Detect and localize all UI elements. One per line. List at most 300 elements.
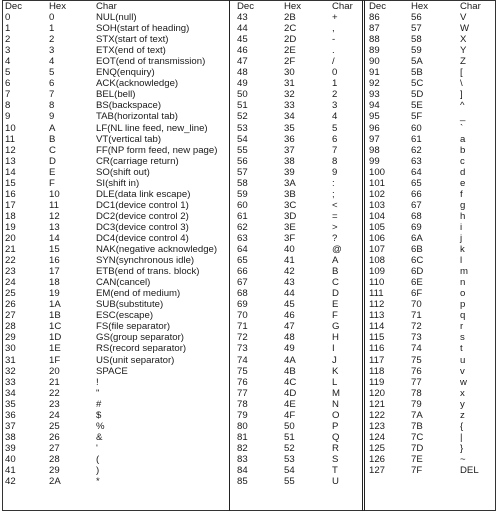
dec-cell: 126 (369, 453, 386, 465)
dec-cell: 94 (369, 100, 380, 112)
dec-cell: 88 (369, 34, 380, 46)
char-cell: c (460, 155, 465, 167)
dec-cell: 26 (5, 299, 16, 311)
dec-cell: 59 (237, 188, 248, 200)
dec-cell: 2 (5, 34, 11, 46)
hex-cell: 27 (49, 442, 60, 454)
hex-cell: 3D (284, 210, 297, 222)
dec-cell: 3 (5, 45, 11, 57)
dec-cell: 104 (369, 210, 386, 222)
char-cell: J (332, 354, 337, 366)
char-cell: i (460, 221, 463, 233)
dec-cell: 80 (237, 420, 248, 432)
char-cell: x (460, 387, 465, 399)
char-cell: US(unit separator) (96, 354, 175, 366)
char-cell: 6 (332, 133, 338, 145)
dec-cell: 66 (237, 266, 248, 278)
hex-cell: 68 (411, 210, 422, 222)
char-cell: ACK(acknowledge) (96, 78, 179, 90)
hex-cell: 4E (284, 398, 296, 410)
hex-cell: 9 (49, 111, 55, 123)
hex-cell: 2C (284, 23, 297, 35)
dec-cell: 54 (237, 133, 248, 145)
char-cell: ` (460, 122, 464, 134)
hex-cell: 6 (49, 78, 55, 90)
char-cell: u (460, 354, 466, 366)
char-cell: W (460, 23, 470, 35)
char-cell: w (460, 376, 467, 388)
hex-cell: 6B (411, 244, 423, 256)
hex-cell: 60 (411, 122, 422, 134)
char-cell: 5 (332, 122, 338, 134)
hex-cell: 50 (284, 420, 295, 432)
char-cell: z (460, 409, 465, 421)
char-cell: DC2(device control 2) (96, 210, 189, 222)
char-cell: r (460, 321, 464, 333)
dec-cell: 113 (369, 310, 385, 322)
hex-cell: 42 (284, 266, 295, 278)
char-cell: A (332, 255, 339, 267)
dec-cell: 112 (369, 299, 385, 311)
dec-cell: 87 (369, 23, 380, 35)
hex-cell: 4C (284, 376, 297, 388)
char-cell: NAK(negative acknowledge) (96, 244, 218, 256)
dec-cell: 78 (237, 398, 248, 410)
dec-cell: 72 (237, 332, 248, 344)
dec-cell: 39 (5, 442, 16, 454)
dec-cell: 77 (237, 387, 248, 399)
hex-cell: 74 (411, 343, 422, 355)
dec-cell: 57 (237, 166, 248, 178)
char-cell: DC4(device control 4) (96, 232, 189, 244)
char-cell: I (332, 343, 335, 355)
char-cell: 8 (332, 155, 338, 167)
hex-cell: 1 (49, 23, 55, 35)
dec-cell: 25 (5, 288, 16, 300)
dec-cell: 1 (5, 23, 11, 35)
char-cell: P (332, 420, 339, 432)
hex-cell: 38 (284, 155, 295, 167)
char-cell: ; (332, 188, 335, 200)
dec-cell: 29 (5, 332, 16, 344)
char-cell: M (332, 387, 340, 399)
hex-cell: 73 (411, 332, 422, 344)
hex-cell: 2D (284, 34, 297, 46)
dec-cell: 96 (369, 122, 380, 134)
hex-header: Hex (411, 1, 429, 12)
char-cell: a (460, 133, 466, 145)
dec-cell: 8 (5, 100, 11, 112)
dec-cell: 110 (369, 277, 385, 289)
dec-cell: 79 (237, 409, 248, 421)
hex-cell: 75 (411, 354, 422, 366)
hex-cell: 52 (284, 442, 295, 454)
char-cell: TAB(horizontal tab) (96, 111, 178, 123)
hex-cell: 6C (411, 255, 424, 267)
char-cell: EOT(end of transmission) (96, 56, 206, 68)
char-cell: B (332, 266, 339, 278)
dec-cell: 49 (237, 78, 248, 90)
dec-cell: 82 (237, 442, 248, 454)
hex-cell: 16 (49, 255, 60, 267)
hex-cell: 2 (49, 34, 55, 46)
dec-cell: 65 (237, 255, 248, 267)
char-cell: EM(end of medium) (96, 288, 181, 300)
char-cell: CAN(cancel) (96, 277, 151, 289)
char-cell: e (460, 177, 466, 189)
dec-cell: 32 (5, 365, 16, 377)
hex-cell: 12 (49, 210, 60, 222)
dec-cell: 95 (369, 111, 380, 123)
char-cell: G (332, 321, 340, 333)
hex-cell: 45 (284, 299, 295, 311)
hex-cell: F (49, 177, 55, 189)
char-cell: \ (460, 78, 463, 90)
hex-cell: 4F (284, 409, 296, 421)
hex-cell: 2A (49, 476, 61, 488)
char-cell: ? (332, 232, 338, 244)
dec-cell: 69 (237, 299, 248, 311)
char-cell: C (332, 277, 339, 289)
hex-cell: 77 (411, 376, 422, 388)
hex-cell: 55 (284, 476, 295, 488)
char-cell: ^ (460, 100, 465, 112)
dec-cell: 64 (237, 244, 248, 256)
char-cell: FF(NP form feed, new page) (96, 144, 218, 156)
hex-cell: 21 (49, 376, 60, 388)
dec-cell: 122 (369, 409, 386, 421)
hex-cell: 78 (411, 387, 422, 399)
char-cell: { (460, 420, 464, 432)
hex-cell: 34 (284, 111, 295, 123)
char-cell: k (460, 244, 465, 256)
hex-cell: 1C (49, 321, 62, 333)
dec-cell: 89 (369, 45, 380, 57)
char-cell: . (332, 45, 335, 57)
dec-cell: 120 (369, 387, 386, 399)
char-cell: , (332, 23, 335, 35)
char-cell: STX(start of text) (96, 34, 169, 46)
hex-cell: 25 (49, 420, 60, 432)
hex-cell: 17 (49, 266, 60, 278)
hex-cell: 5C (411, 78, 424, 90)
hex-cell: 14 (49, 232, 60, 244)
char-header: Char (332, 1, 353, 12)
dec-cell: 81 (237, 431, 248, 443)
char-cell: X (460, 34, 467, 46)
char-cell: s (460, 332, 465, 344)
hex-cell: A (49, 122, 56, 134)
hex-cell: 1B (49, 310, 61, 322)
hex-cell: 6A (411, 232, 423, 244)
char-cell: t (460, 343, 463, 355)
dec-cell: 37 (5, 420, 16, 432)
char-cell: ETB(end of trans. block) (96, 266, 200, 278)
char-cell: R (332, 442, 339, 454)
hex-cell: 18 (49, 277, 60, 289)
hex-cell: 1D (49, 332, 62, 344)
dec-cell: 75 (237, 365, 248, 377)
hex-cell: 11 (49, 199, 59, 211)
char-cell: U (332, 476, 339, 488)
dec-cell: 124 (369, 431, 386, 443)
hex-cell: 5 (49, 67, 55, 79)
char-cell: ESC(escape) (96, 310, 154, 322)
dec-cell: 41 (5, 464, 16, 476)
dec-cell: 17 (5, 199, 16, 211)
dec-cell: 52 (237, 111, 248, 123)
hex-cell: 48 (284, 332, 295, 344)
dec-cell: 61 (237, 210, 248, 222)
hex-cell: 32 (284, 89, 295, 101)
dec-header: Dec (5, 1, 23, 12)
char-cell: q (460, 310, 466, 322)
dec-cell: 67 (237, 277, 248, 289)
dec-cell: 18 (5, 210, 16, 222)
dec-header: Dec (237, 1, 255, 12)
hex-cell: 39 (284, 166, 295, 178)
dec-cell: 45 (237, 34, 248, 46)
hex-cell: 4 (49, 56, 55, 68)
char-cell: 0 (332, 67, 338, 79)
hex-cell: 5E (411, 100, 423, 112)
hex-cell: 51 (284, 431, 295, 443)
hex-cell: 5A (411, 56, 423, 68)
hex-cell: 57 (411, 23, 422, 35)
char-cell: = (332, 210, 338, 222)
hex-cell: 8 (49, 100, 55, 112)
dec-cell: 22 (5, 255, 16, 267)
hex-cell: 7E (411, 453, 423, 465)
dec-cell: 36 (5, 409, 16, 421)
char-cell: SO(shift out) (96, 166, 150, 178)
char-cell: NUL(null) (96, 12, 137, 24)
char-cell: ) (96, 464, 100, 476)
dec-cell: 14 (5, 166, 16, 178)
dec-cell: 97 (369, 133, 380, 145)
char-cell: K (332, 365, 339, 377)
hex-cell: 0 (49, 12, 55, 24)
dec-cell: 60 (237, 199, 248, 211)
hex-cell: 7A (411, 409, 423, 421)
column-divider-1 (229, 0, 230, 511)
hex-cell: E (49, 166, 56, 178)
dec-cell: 76 (237, 376, 248, 388)
char-cell: 2 (332, 89, 338, 101)
hex-cell: D (49, 155, 56, 167)
hex-cell: 56 (411, 12, 422, 24)
char-cell: ETX(end of text) (96, 45, 166, 57)
dec-cell: 121 (369, 398, 386, 410)
hex-cell: 2B (284, 12, 296, 24)
dec-cell: 102 (369, 188, 386, 200)
char-cell: d (460, 166, 466, 178)
dec-cell: 35 (5, 398, 16, 410)
hex-cell: 70 (411, 299, 422, 311)
char-cell: L (332, 376, 338, 388)
char-cell: % (96, 420, 105, 432)
hex-cell: 13 (49, 221, 60, 233)
dec-cell: 31 (5, 354, 16, 366)
hex-cell: 7C (411, 431, 424, 443)
char-cell: LF(NL line feed, new_line) (96, 122, 208, 134)
dec-cell: 62 (237, 221, 248, 233)
hex-cell: 65 (411, 177, 422, 189)
dec-cell: 27 (5, 310, 16, 322)
hex-cell: 7 (49, 89, 55, 101)
dec-cell: 11 (5, 133, 15, 145)
dec-cell: 83 (237, 453, 248, 465)
hex-cell: 2E (284, 45, 296, 57)
dec-cell: 63 (237, 232, 248, 244)
char-cell: DC3(device control 3) (96, 221, 189, 233)
hex-cell: 66 (411, 188, 422, 200)
dec-cell: 108 (369, 255, 386, 267)
dec-cell: 43 (237, 12, 248, 24)
dec-cell: 70 (237, 310, 248, 322)
dec-cell: 0 (5, 12, 11, 24)
char-header: Char (460, 1, 481, 12)
hex-cell: 44 (284, 288, 295, 300)
hex-cell: 3E (284, 221, 296, 233)
char-cell: DEL (460, 464, 479, 476)
char-cell: > (332, 221, 338, 233)
hex-cell: 15 (49, 244, 60, 256)
dec-cell: 33 (5, 376, 16, 388)
dec-cell: 34 (5, 387, 16, 399)
hex-cell: 53 (284, 453, 295, 465)
char-cell: < (332, 199, 338, 211)
hex-cell: 6F (411, 288, 423, 300)
dec-cell: 55 (237, 144, 248, 156)
dec-cell: 19 (5, 221, 16, 233)
char-cell: [ (460, 67, 463, 79)
char-cell: Z (460, 56, 466, 68)
hex-cell: 71 (411, 310, 422, 322)
hex-cell: 47 (284, 321, 295, 333)
dec-cell: 103 (369, 199, 386, 211)
char-cell: n (460, 277, 466, 289)
dec-cell: 71 (237, 321, 248, 333)
dec-cell: 6 (5, 78, 11, 90)
char-cell: S (332, 453, 339, 465)
char-cell: f (460, 188, 463, 200)
hex-cell: 4A (284, 354, 296, 366)
char-cell: SYN(synchronous idle) (96, 255, 195, 267)
char-cell: N (332, 398, 339, 410)
char-cell: VT(vertical tab) (96, 133, 162, 145)
hex-cell: 23 (49, 398, 60, 410)
hex-cell: 10 (49, 188, 60, 200)
hex-cell: 3C (284, 199, 297, 211)
hex-cell: 72 (411, 321, 422, 333)
hex-cell: 20 (49, 365, 60, 377)
hex-cell: 3B (284, 188, 296, 200)
char-cell: SPACE (96, 365, 128, 377)
char-cell: 9 (332, 166, 338, 178)
dec-cell: 48 (237, 67, 248, 79)
hex-cell: 22 (49, 387, 60, 399)
char-cell: g (460, 199, 466, 211)
char-cell: v (460, 365, 465, 377)
hex-header: Hex (49, 1, 67, 12)
hex-cell: 1A (49, 299, 61, 311)
dec-cell: 118 (369, 365, 385, 377)
char-cell: h (460, 210, 466, 222)
hex-cell: 1F (49, 354, 61, 366)
char-cell: Y (460, 45, 467, 57)
dec-cell: 30 (5, 343, 16, 355)
dec-cell: 38 (5, 431, 16, 443)
hex-cell: 3A (284, 177, 296, 189)
char-cell: " (96, 387, 100, 399)
dec-cell: 15 (5, 177, 16, 189)
dec-cell: 58 (237, 177, 248, 189)
hex-cell: 3 (49, 45, 55, 57)
hex-cell: 76 (411, 365, 422, 377)
dec-header: Dec (369, 1, 387, 12)
dec-cell: 101 (369, 177, 386, 189)
char-cell: 1 (332, 78, 338, 90)
char-cell: GS(group separator) (96, 332, 184, 344)
char-cell: ' (96, 442, 98, 454)
hex-cell: 49 (284, 343, 295, 355)
dec-cell: 12 (5, 144, 16, 156)
dec-cell: 106 (369, 232, 386, 244)
dec-cell: 99 (369, 155, 380, 167)
hex-cell: 5D (411, 89, 424, 101)
hex-cell: 4D (284, 387, 297, 399)
hex-cell: 19 (49, 288, 60, 300)
dec-cell: 119 (369, 376, 385, 388)
char-cell: y (460, 398, 465, 410)
hex-cell: 29 (49, 464, 60, 476)
char-cell: _ (460, 111, 466, 123)
dec-cell: 5 (5, 67, 11, 79)
dec-cell: 73 (237, 343, 248, 355)
hex-cell: 54 (284, 464, 295, 476)
hex-cell: 24 (49, 409, 60, 421)
dec-cell: 85 (237, 476, 248, 488)
hex-cell: 5B (411, 67, 423, 79)
dec-cell: 125 (369, 442, 386, 454)
char-cell: p (460, 299, 466, 311)
char-cell: SUB(substitute) (96, 299, 164, 311)
char-cell: m (460, 266, 468, 278)
char-cell: DLE(data link escape) (96, 188, 191, 200)
hex-cell: 28 (49, 453, 60, 465)
char-cell: b (460, 144, 466, 156)
dec-cell: 100 (369, 166, 386, 178)
hex-cell: 62 (411, 144, 422, 156)
hex-cell: 7F (411, 464, 423, 476)
char-cell: O (332, 409, 340, 421)
dec-cell: 115 (369, 332, 385, 344)
dec-cell: 92 (369, 78, 380, 90)
hex-cell: 37 (284, 144, 295, 156)
hex-cell: 63 (411, 155, 422, 167)
hex-cell: C (49, 144, 56, 156)
char-cell: E (332, 299, 339, 311)
hex-cell: 67 (411, 199, 422, 211)
char-cell: / (332, 56, 335, 68)
dec-cell: 51 (237, 100, 248, 112)
dec-cell: 107 (369, 244, 386, 256)
hex-cell: 31 (284, 78, 295, 90)
dec-cell: 111 (369, 288, 384, 300)
char-cell: - (332, 34, 336, 46)
char-cell: ENQ(enquiry) (96, 67, 155, 79)
